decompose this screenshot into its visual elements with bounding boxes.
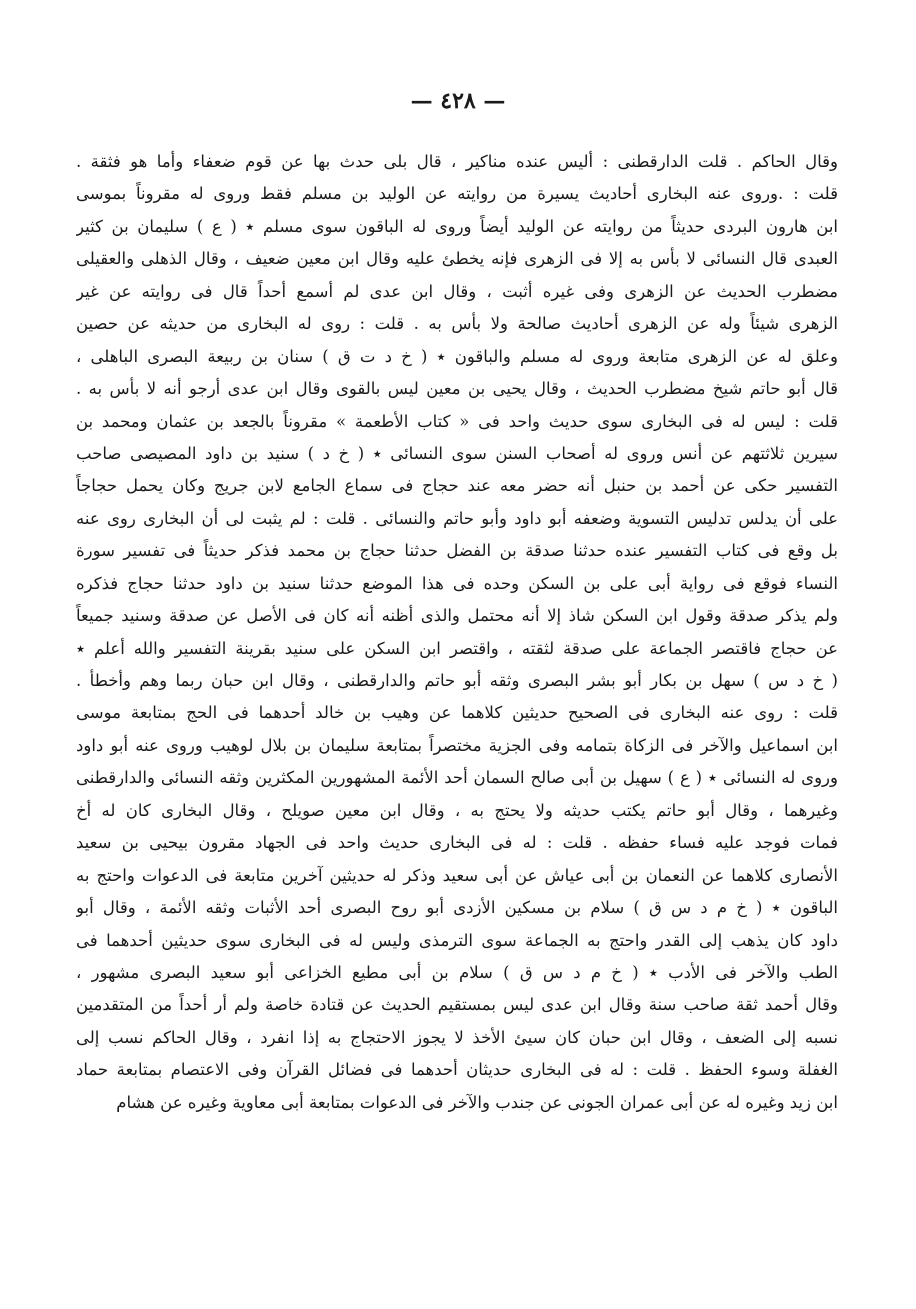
text-line: فمات فوجد عليه فساء حفظه . قلت : له فى البخارى حديث واحد فى الجهاد مقرون بيحيى بن سعيد — [76, 833, 838, 853]
body-text — [76, 146, 838, 1119]
text-line: وروى له النسائى ٭ ( ع ) سهيل بن أبى صالح السمان أحد الأئمة المشهورين المكثرين وثقه النسائى والدارقطنى — [76, 768, 838, 788]
text-line: الأنصارى كلاهما عن النعمان بن أبى عياش عن أبى سعيد وذكر له حديثين آخرين متابعة فى الدعوات واحتج به — [76, 865, 838, 885]
text-line: سيرين ثلاثتهم عن أنس وروى له أصحاب السنن سوى النسائى ٭ ( خ د ) سنيد بن داود المصيصى صاحب — [76, 443, 838, 463]
text-line: ابن اسماعيل والآخر فى الزكاة بتمامه وفى الجزية مختصراً بمتابعة سليمان بن بلال لوهيب وروى عنه أبو داود — [76, 735, 838, 755]
text-line: نسبه إلى الضعف ، وقال ابن حبان كان سيئ الأخذ لا يجوز الاحتجاج به إذا انفرد ، وقال الحاكم نسب إلى — [76, 1027, 838, 1047]
text-line: وعلق له عن الزهرى متابعة وروى له مسلم والباقون ٭ ( خ د ت ق ) سنان بن ربيعة البصرى الباهلى ، — [76, 346, 838, 366]
text-line: التفسير حكى عن أحمد بن حنبل أنه حضر معه عند حجاج فى سماع الجامع لابن جريج وكان يحمل حجاجاً — [76, 476, 838, 496]
page-number: — ٤٢٨ — — [410, 88, 506, 114]
text-line: وقال أحمد ثقة صاحب سنة وقال ابن عدى ليس بمستقيم الحديث عن قتادة خاصة ولم أر أحداً من المتقدمين — [76, 995, 838, 1015]
text-line: عن حجاج فاقتصر الجماعة على صدقة لثقته ، واقتصر ابن السكن على سنيد بقرينة التفسير والله أعلم ٭ — [76, 638, 838, 658]
text-line: الغفلة وسوء الحفظ . قلت : له فى البخارى حديثان أحدهما فى فضائل القرآن وفى الاعتصام بمتابعة حماد — [76, 1060, 838, 1080]
text-line: قلت : روى عنه البخارى فى الصحيح حديثين كلاهما عن وهيب بن خالد أحدهما فى الحج بمتابعة موسى — [76, 703, 838, 723]
text-line: قال أبو حاتم شيخ مضطرب الحديث ، وقال يحيى بن معين ليس بالقوى وقال ابن عدى أرجو أنه لا بأس به . — [76, 379, 838, 399]
text-line: قلت : ليس له فى البخارى سوى حديث واحد فى « كتاب الأطعمة » مقروناً بالجعد بن عثمان ومحمد بن — [76, 411, 838, 431]
text-line: ابن زيد وغيره له عن أبى عمران الجونى عن جندب والآخر فى الدعوات بمتابعة أبى معاوية وغيره عن هشام — [116, 1092, 838, 1112]
text-line: مضطرب الحديث عن الزهرى وفى غيره أثبت ، وقال ابن عدى لم أسمع أحداً قال فى روايته عن غير — [76, 281, 838, 301]
text-line: الباقون ٭ ( خ م د س ق ) سلام بن مسكين الأزدى أبو روح البصرى أحد الأثبات وثقه الأئمة ، وقال أبو — [76, 898, 838, 918]
text-line: العبدى قال النسائى لا بأس به إلا فى الزهرى فإنه يخطئ عليه وقال ابن معين ضعيف ، وقال الذهلى والعقيلى — [76, 249, 838, 269]
text-line: ابن هارون البردى حديثاً من روايته عن الوليد أيضاً وروى له الباقون سوى مسلم ٭ ( ع ) سليمان بن كثير — [76, 216, 838, 236]
text-line: داود كان يذهب إلى القدر واحتج به الجماعة سوى الترمذى وليس له فى البخارى سوى حديثين أحدهما فى — [76, 930, 838, 950]
text-line: النساء فوقع فى رواية أبى على بن السكن وحده فى هذا الموضع حدثنا سنيد بن داود حدثنا حجاج فذكره — [76, 573, 838, 593]
text-line: ولم يذكر صدقة وقول ابن السكن شاذ إلا أنه محتمل والذى أظنه أنه كان فى الأصل عن صدقة وسنيد جميعاً — [76, 606, 838, 626]
text-line: وغيرهما ، وقال أبو حاتم يكتب حديثه ولا يحتج به ، وقال ابن معين صويلح ، وقال البخارى كان له أخ — [76, 800, 838, 820]
text-line: ( خ د س ) سهل بن بكار أبو بشر البصرى وثقه أبو حاتم والدارقطنى ، وقال ابن حبان ربما وهم وأخطأ . — [76, 671, 838, 690]
text-line: قلت : .وروى عنه البخارى أحاديث يسيرة من روايته عن الوليد بن مسلم فقط وروى له مقروناً بموسى — [76, 184, 838, 204]
text-line: بل وقع فى كتاب التفسير عنده حدثنا صدقة بن الفضل حدثنا حجاج بن محمد فذكر حديثاً فى تفسير سورة — [76, 541, 838, 561]
text-line: الزهرى شيئاً وله عن الزهرى أحاديث صالحة ولا بأس به . قلت : روى له البخارى من حديثه عن حصين — [76, 314, 838, 334]
text-line: الطب والآخر فى الأدب ٭ ( خ م د س ق ) سلام بن أبى مطيع الخزاعى أبو سعيد البصرى مشهور ، — [76, 962, 838, 982]
text-line: على أن يدلس تدليس التسوية وضعفه أبو داود وأبو حاتم والنسائى . قلت : لم يثبت لى أن البخارى روى عنه — [76, 508, 838, 528]
text-line: وقال الحاكم . قلت الدارقطنى : أليس عنده مناكير ، قال بلى حدث بها عن قوم ضعفاء وأما هو فثقة . — [76, 152, 838, 171]
